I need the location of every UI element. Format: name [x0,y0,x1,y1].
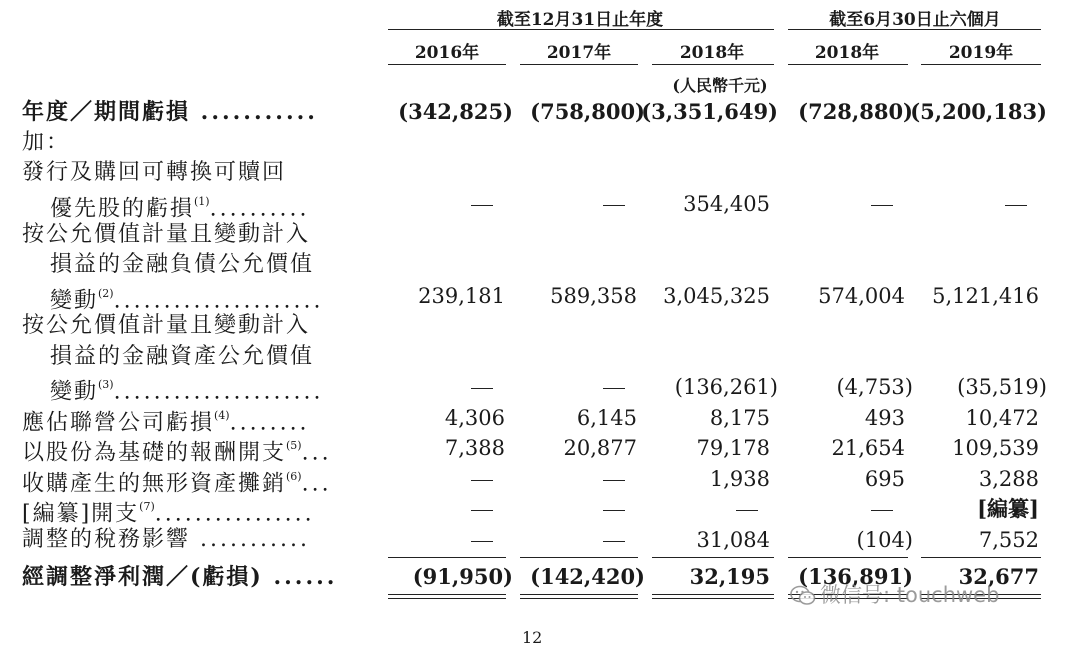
header-year-2019-half: 2019年 [948,43,1014,63]
subtotal-rule-2017 [520,557,638,558]
nil-dash [471,388,493,389]
nil-dash [1005,205,1027,206]
nil-dash [603,541,625,542]
cell-r11-2018-half: 21,654 [831,436,905,460]
row-label-share-based-comp: 以股份為基礎的報酬開支$^{(5)}$... [22,439,332,466]
cell-r9-2018-fy: (136,261) [674,375,778,399]
wechat-watermark [790,579,999,609]
cell-r14-2016 [471,525,493,555]
cell-r14-2018-fy: 31,084 [696,528,770,552]
nil-dash [471,480,493,481]
row-label-add: 加： [22,130,71,155]
unit-label: (人民幣千元) [672,76,768,95]
cell-r3-2019-half [1005,189,1027,219]
cell-r12-2019-half: 3,288 [978,467,1039,491]
year-rule-2017 [520,64,638,65]
cell-r9-2017 [603,372,625,402]
group-rule-half [788,29,1041,30]
cell-r13-2019-half: [編纂] [977,496,1039,521]
nil-dash [871,205,893,206]
row-label-preferred-line1: 發行及購回可轉換可贖回 [22,160,287,185]
year-rule-2019-half [921,64,1041,65]
row-label-associates-loss: 應佔聯營公司虧損$^{(4)}$........ [22,409,310,436]
cell-r9-2016 [471,372,493,402]
cell-r6-2018-fy: 3,045,325 [663,284,770,308]
row-label-fv-asset-line2: 損益的金融資產公允價值 [50,344,315,369]
row-label-tax-effect: 調整的稅務影響 ........... [22,527,310,552]
header-fiscal-year-group: 截至12月31日止年度 [496,10,664,30]
row-label-fv-liab-line1: 按公允價值計量且變動計入 [22,222,311,247]
cell-r6-2019-half: 5,121,416 [932,284,1039,308]
cell-r0-2018-fy: (3,351,649) [641,99,778,124]
cell-r12-2018-half: 695 [864,467,905,491]
header-six-months-group: 截至6月30日止六個月 [829,10,1001,30]
cell-r15-2017: (142,420) [530,564,645,589]
header-year-2016: 2016年 [414,43,480,63]
cell-r6-2018-half: 574,004 [818,284,905,308]
cell-r0-2018-half: (728,880) [798,99,913,124]
cell-r10-2019-half: 10,472 [965,406,1039,430]
row-label-fv-asset-line3: 變動$^{(3)}$..................... [50,378,324,405]
nil-dash [871,510,893,511]
cell-r0-2019-half: (5,200,183) [910,99,1047,124]
row-label-preferred-line2: 優先股的虧損$^{(1)}$.......... [50,195,310,222]
cell-r10-2016: 4,306 [444,406,505,430]
subtotal-rule-2018-fy [652,557,774,558]
page-number: 12 [522,628,543,647]
cell-r15-2016: (91,950) [412,564,513,589]
cell-r13-2017 [603,494,625,524]
cell-r12-2018-fy: 1,938 [709,467,770,491]
cell-r13-2018-half [871,494,893,524]
cell-r15-2018-fy: 32,195 [689,564,770,589]
cell-r10-2017: 6,145 [576,406,637,430]
cell-r3-2018-half [871,189,893,219]
cell-r0-2017: (758,800) [530,99,645,124]
cell-r3-2017 [603,189,625,219]
total-double-rule-2018-fy [652,594,774,599]
subtotal-rule-2016 [388,557,506,558]
year-rule-2018-half [788,64,908,65]
cell-r14-2018-half: (104) [856,528,913,552]
cell-r13-2016 [471,494,493,524]
cell-r11-2016: 7,388 [444,436,505,460]
nil-dash [736,510,758,511]
header-year-2018-fy: 2018年 [679,43,745,63]
cell-r15-2018-half: (136,891) [798,564,913,589]
row-label-fv-asset-line1: 按公允價值計量且變動計入 [22,313,311,338]
cell-r10-2018-fy: 8,175 [709,406,770,430]
cell-r13-2018-fy [736,494,758,524]
row-label-period-loss: 年度／期間虧損 ........... [22,99,318,125]
row-label-listing-expense: [編纂]開支$^{(7)}$................ [22,500,315,527]
row-label-adjusted-net-profit: 經調整淨利潤／(虧損) ...... [22,564,338,590]
row-label-intangible-amortization: 收購產生的無形資產攤銷$^{(6)}$... [22,470,332,497]
total-double-rule-2016 [388,594,506,599]
cell-r11-2017: 20,877 [563,436,637,460]
subtotal-rule-2019-half [921,557,1041,558]
cell-r14-2017 [603,525,625,555]
cell-r15-2019-half: 32,677 [958,564,1039,589]
nil-dash [603,205,625,206]
cell-r11-2019-half: 109,539 [952,436,1039,460]
cell-r3-2016 [471,189,493,219]
total-double-rule-2017 [520,594,638,599]
nil-dash [603,510,625,511]
cell-r9-2019-half: (35,519) [957,375,1047,399]
row-label-fv-liab-line2: 損益的金融負債公允價值 [50,252,315,277]
row-label-fv-liab-line3: 變動$^{(2)}$..................... [50,287,324,314]
cell-r3-2018-fy: 354,405 [683,192,770,216]
header-year-2017: 2017年 [546,43,612,63]
cell-r6-2016: 239,181 [418,284,505,308]
cell-r10-2018-half: 493 [864,406,905,430]
nil-dash [471,541,493,542]
cell-r6-2017: 589,358 [550,284,637,308]
cell-r14-2019-half: 7,552 [978,528,1039,552]
year-rule-2016 [388,64,506,65]
nil-dash [471,205,493,206]
nil-dash [603,388,625,389]
cell-r12-2017 [603,464,625,494]
group-rule-fy [388,29,774,30]
cell-r12-2016 [471,464,493,494]
cell-r0-2016: (342,825) [398,99,513,124]
wechat-icon [790,585,816,607]
header-year-2018-half: 2018年 [814,43,880,63]
subtotal-rule-2018-half [788,557,908,558]
nil-dash [603,480,625,481]
cell-r9-2018-half: (4,753) [836,375,913,399]
cell-r11-2018-fy: 79,178 [696,436,770,460]
year-rule-2018-fy [652,64,774,65]
nil-dash [471,510,493,511]
watermark-text: 微信号: touchweb [820,583,1000,607]
